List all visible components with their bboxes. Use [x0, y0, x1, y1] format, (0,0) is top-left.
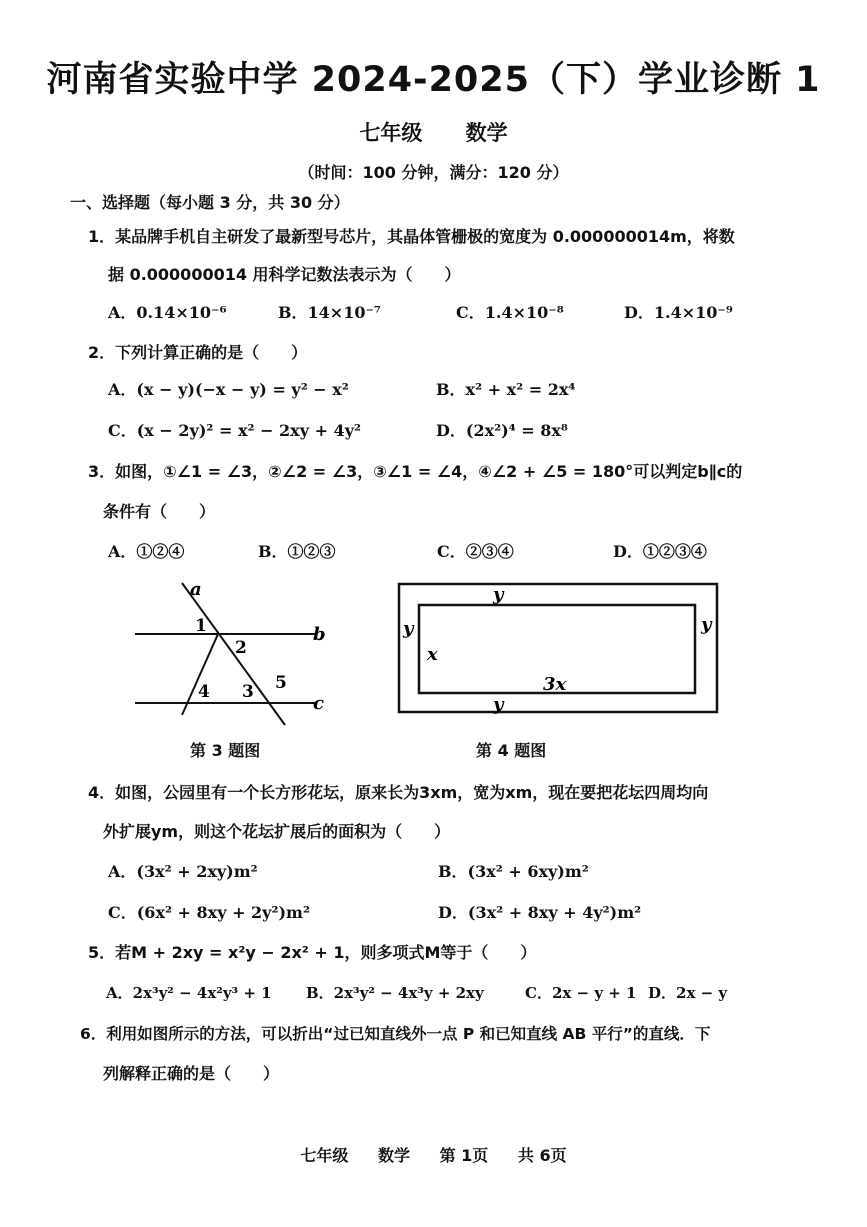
q1-option-d: D．1.4×10⁻⁹ [624, 303, 733, 322]
label-y-top: y [493, 584, 504, 605]
label-y-right: y [701, 614, 712, 635]
q2-stem: 2．下列计算正确的是（ ） [88, 343, 308, 362]
figure-4-caption: 第 4 题图 [476, 741, 547, 760]
label-b: b [313, 624, 326, 645]
angle-1-label: 1 [195, 616, 207, 636]
q6-stem-line2: 列解释正确的是（ ） [103, 1064, 280, 1083]
q2-option-b: B．x² + x² = 2x⁴ [436, 380, 576, 399]
q1-stem-line2: 据 0.000000014 用科学记数法表示为（ ） [108, 265, 461, 284]
q5-stem: 5．若M + 2xy = x²y − 2x² + 1，则多项式M等于（ ） [88, 943, 537, 962]
subject-label: 数学 [465, 121, 508, 145]
angle-5-label: 5 [275, 673, 287, 693]
grade-label: 七年级 [359, 121, 423, 145]
angle-4-label: 4 [198, 682, 210, 702]
q3-option-d: D．①②③④ [613, 542, 707, 561]
q2-option-c: C．(x − 2y)² = x² − 2xy + 4y² [108, 421, 361, 440]
q5-option-a: A．2x³y² − 4x²y³ + 1 [106, 984, 272, 1002]
footer-page-number: 第 1页 [439, 1146, 489, 1165]
q4-stem-line2: 外扩展ym，则这个花坛扩展后的面积为（ ） [103, 822, 451, 841]
q5-option-b: B．2x³y² − 4x³y + 2xy [306, 984, 484, 1002]
q4-stem-line1: 4．如图，公园里有一个长方形花坛，原来长为3xm，宽为xm，现在要把花坛四周均向 [88, 783, 709, 802]
footer-subject: 数学 [377, 1146, 410, 1165]
q5-option-c: C．2x − y + 1 [525, 984, 637, 1002]
q4-option-c: C．(6x² + 8xy + 2y²)m² [108, 903, 310, 922]
q3-stem-line2: 条件有（ ） [103, 502, 216, 521]
q4-option-d: D．(3x² + 8xy + 4y²)m² [438, 903, 642, 922]
figure-3-diagram [120, 575, 340, 735]
label-x: x [427, 644, 438, 665]
q3-stem-line1: 3．如图，①∠1 = ∠3，②∠2 = ∠3，③∠1 = ∠4，④∠2 + ∠5 = 180°可以判定b∥c的 [88, 462, 743, 481]
footer-total-pages: 共 6页 [517, 1146, 567, 1165]
exam-title: 河南省实验中学 2024-2025（下）学业诊断 1 [46, 60, 821, 100]
q5-option-d: D．2x − y [648, 984, 728, 1002]
time-info: （时间：100 分钟，满分：120 分） [298, 163, 569, 182]
q1-option-b: B．14×10⁻⁷ [278, 303, 381, 322]
angle-3-label: 3 [242, 682, 254, 702]
page-footer [0, 1143, 867, 1166]
q1-option-c: C．1.4×10⁻⁸ [456, 303, 564, 322]
q1-stem-line1: 1．某品牌手机自主研发了最新型号芯片，其晶体管栅极的宽度为 0.000000014m，将数 [88, 227, 735, 246]
angle-2-label: 2 [235, 638, 247, 658]
q3-option-a: A．①②④ [108, 542, 185, 561]
q1-option-a: A．0.14×10⁻⁶ [108, 303, 227, 322]
q2-option-d: D．(2x²)⁴ = 8x⁸ [436, 421, 568, 440]
footer-grade: 七年级 [300, 1146, 349, 1165]
label-3x: 3x [543, 674, 567, 695]
q4-option-b: B．(3x² + 6xy)m² [438, 862, 589, 881]
exam-subtitle [0, 117, 867, 147]
figure-3-caption: 第 3 题图 [190, 741, 261, 760]
q4-option-a: A．(3x² + 2xy)m² [108, 862, 258, 881]
label-c: c [313, 693, 324, 714]
label-a: a [190, 579, 202, 600]
q3-option-b: B．①②③ [258, 542, 336, 561]
q3-option-c: C．②③④ [437, 542, 514, 561]
section-heading: 一、选择题（每小题 3 分，共 30 分） [70, 193, 350, 212]
figure-4-diagram [395, 580, 725, 720]
q6-stem-line1: 6．利用如图所示的方法，可以折出“过已知直线外一点 P 和已知直线 AB 平行”的直线．下 [80, 1025, 711, 1043]
label-y-bottom: y [493, 694, 504, 715]
q2-option-a: A．(x − y)(−x − y) = y² − x² [108, 380, 349, 399]
label-y-left: y [403, 618, 414, 639]
